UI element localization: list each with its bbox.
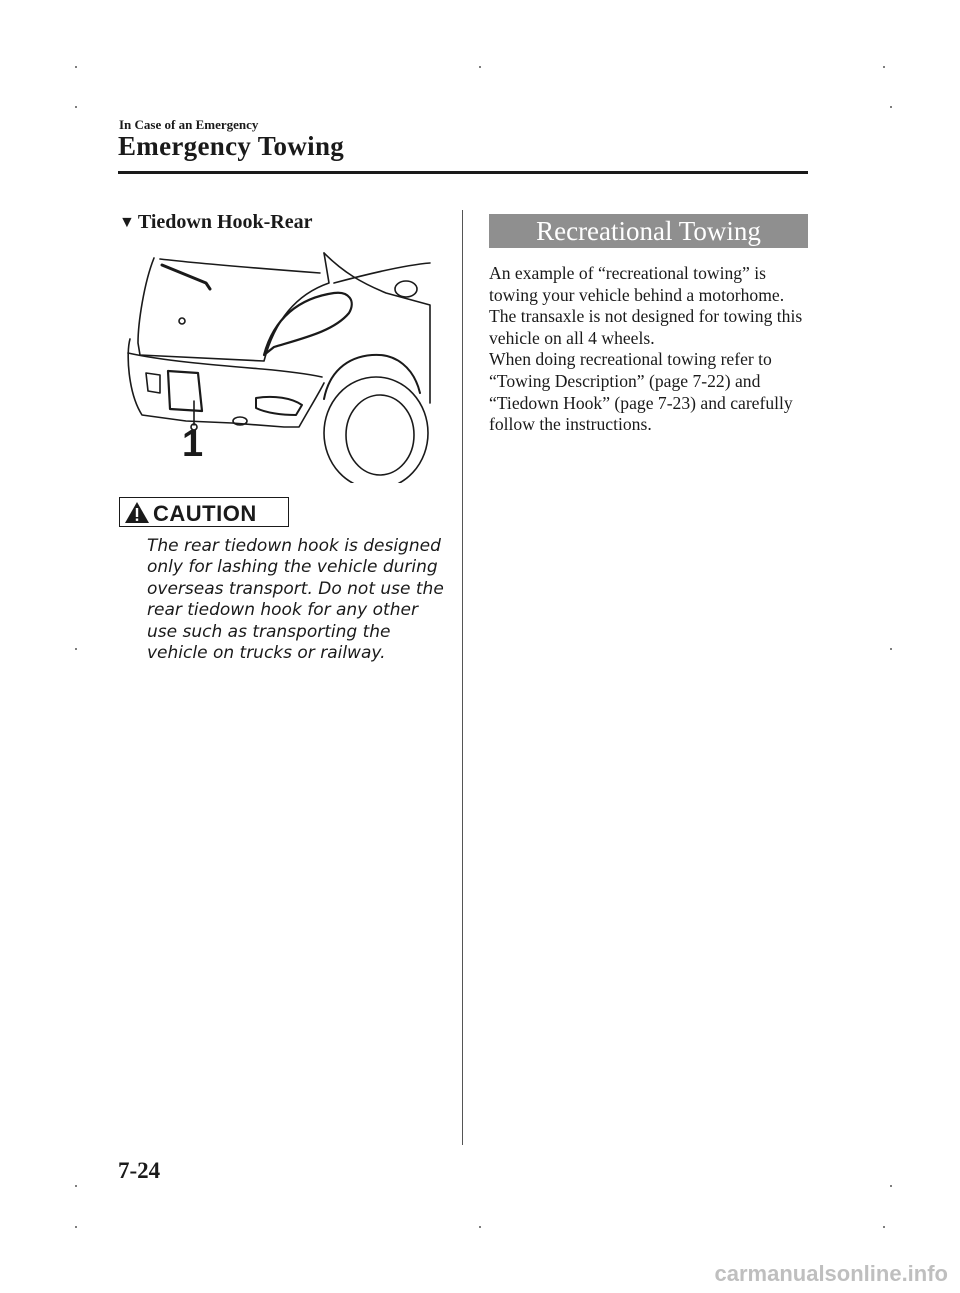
subheading-text: Tiedown Hook-Rear [137, 211, 313, 233]
recreational-towing-banner: Recreational Towing [489, 214, 808, 248]
rear-tiedown-hook-illustration [124, 243, 434, 483]
title-rule [118, 171, 808, 174]
crop-mark [75, 1185, 77, 1187]
crop-mark [883, 66, 885, 68]
crop-mark [890, 106, 892, 108]
crop-mark [883, 1226, 885, 1228]
caution-box [119, 497, 289, 527]
callout-number-1: 1 [182, 423, 204, 465]
crop-mark [890, 1185, 892, 1187]
caution-label: CAUTION [153, 501, 257, 526]
section-label: In Case of an Emergency [119, 117, 259, 132]
crop-mark [75, 1226, 77, 1228]
page-number: 7-24 [118, 1158, 161, 1183]
watermark-site: carmanualsonline.info [714, 1261, 948, 1286]
crop-mark [479, 1226, 481, 1228]
caution-text: The rear tiedown hook is designed only for lashing the vehicle during overseas transport. Do not use the rear tiedown hook for any other use such as transporting the vehicle on trucks or railway. [147, 536, 444, 664]
warning-icon [124, 501, 150, 524]
recreational-towing-body [489, 263, 809, 436]
body-paragraph: When doing recreational towing refer to “Towing Description” (page 7-22) and “Tiedown Hook” (page 7-23) and carefully follow the instructions. [489, 349, 793, 435]
crop-mark [75, 648, 77, 650]
crop-mark [75, 106, 77, 108]
crop-mark [479, 66, 481, 68]
page-title: Emergency Towing [118, 131, 345, 161]
crop-mark [890, 648, 892, 650]
column-divider [462, 210, 463, 1145]
crop-mark [75, 66, 77, 68]
subheading-tiedown-hook-rear [119, 211, 312, 234]
triangle-marker-icon: ▼ [119, 214, 135, 231]
body-paragraph: An example of “recreational towing” is towing your vehicle behind a motorhome. The transaxle is not designed for towing this vehicle on all 4 wheels. [489, 263, 803, 348]
